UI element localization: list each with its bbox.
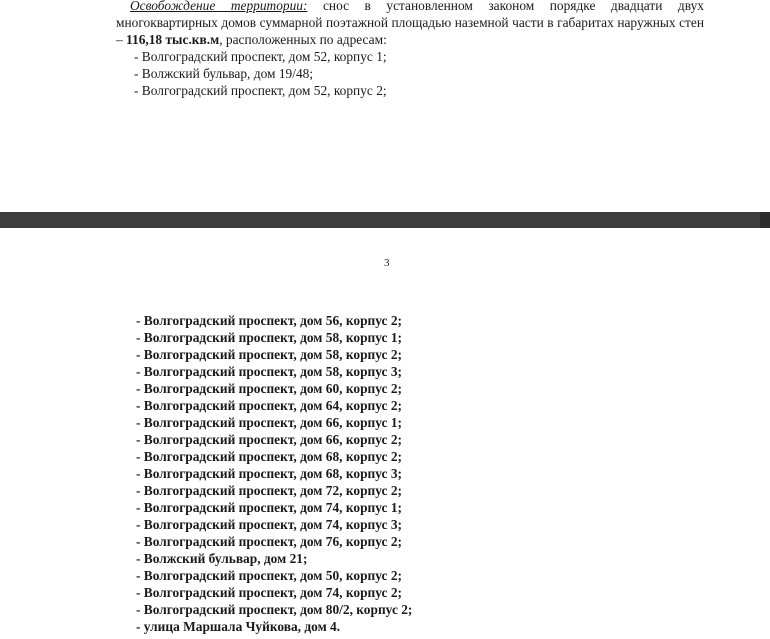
list-item: - Волгоградский проспект, дом 68, корпус 3; <box>136 466 402 481</box>
paragraph-text-line2: многоквартирных домов суммарной поэтажной площадью наземной части в габаритах <box>116 15 614 30</box>
list-item: - Волгоградский проспект, дом 74, корпус 2; <box>136 585 402 600</box>
address-line: - Волгоградский проспект, дом 52, корпус 2; <box>134 83 387 98</box>
list-item: - Волгоградский проспект, дом 68, корпус 2; <box>136 449 402 464</box>
list-item: - улица Маршала Чуйкова, дом 4. <box>136 619 341 634</box>
area-value: 116,18 тыс.кв.м <box>126 32 220 47</box>
address-line: - Волжский бульвар, дом 19/48; <box>134 66 314 81</box>
release-territory-paragraph <box>116 0 704 48</box>
page-separator <box>0 212 770 228</box>
list-item: - Волгоградский проспект, дом 58, корпус 3; <box>136 364 402 379</box>
list-item: - Волгоградский проспект, дом 76, корпус 2; <box>136 534 402 549</box>
section-heading: Освобождение территории: <box>130 0 308 13</box>
list-item: - Волгоградский проспект, дом 56, корпус 2; <box>136 313 402 328</box>
list-item: - Волгоградский проспект, дом 50, корпус 2; <box>136 568 402 583</box>
list-item: - Волгоградский проспект, дом 66, корпус 1; <box>136 415 402 430</box>
list-item: - Волгоградский проспект, дом 66, корпус 2; <box>136 432 402 447</box>
list-item: - Волгоградский проспект, дом 80/2, корпус 2; <box>136 602 413 617</box>
page-3 <box>0 228 770 639</box>
release-territory-section <box>116 0 704 99</box>
paragraph-text-line3-suffix: , расположенных по адресам: <box>219 32 387 47</box>
list-item: - Волгоградский проспект, дом 74, корпус 3; <box>136 517 402 532</box>
page-number: 3 <box>384 257 390 269</box>
list-item: - Волгоградский проспект, дом 58, корпус 2; <box>136 347 402 362</box>
page-2-bottom-part <box>0 0 770 212</box>
list-item: - Волжский бульвар, дом 21; <box>136 551 308 566</box>
paragraph-text-line1: снос в установленном законом порядке двадцати двух <box>307 0 704 13</box>
address-list <box>136 312 412 635</box>
list-item: - Волгоградский проспект, дом 58, корпус 1; <box>136 330 402 345</box>
list-item: - Волгоградский проспект, дом 72, корпус 2; <box>136 483 402 498</box>
address-line: - Волгоградский проспект, дом 52, корпус 1; <box>134 49 387 64</box>
paragraph-text-line3-prefix: наружных стен – <box>116 15 704 47</box>
list-item: - Волгоградский проспект, дом 74, корпус 1; <box>136 500 402 515</box>
scrollbar-edge[interactable] <box>760 212 770 228</box>
list-item: - Волгоградский проспект, дом 60, корпус 2; <box>136 381 402 396</box>
list-item: - Волгоградский проспект, дом 64, корпус 2; <box>136 398 402 413</box>
